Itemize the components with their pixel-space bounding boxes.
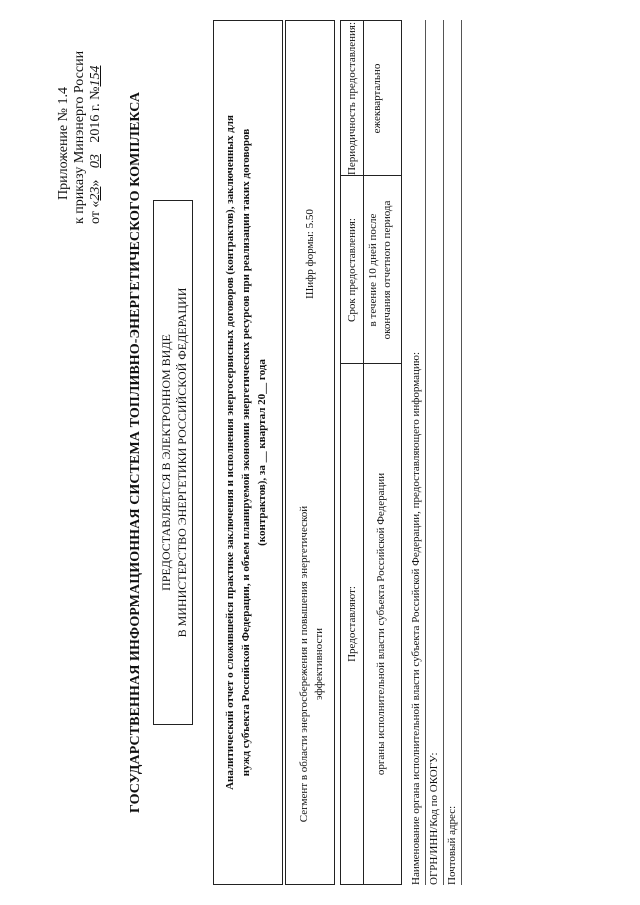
date-year: 2016 (88, 114, 103, 143)
order-reference: к приказу Минэнерго России (72, 50, 87, 224)
col2-value-line-2: окончания отчетного периода (381, 200, 393, 340)
table-header-divider (363, 21, 364, 884)
date-day: 23 (88, 186, 103, 201)
submission-box (153, 200, 193, 725)
org-name-underline (425, 20, 426, 885)
date-suffix: г. № (88, 86, 103, 112)
col2-value-line-1: в течение 10 дней после (367, 213, 379, 327)
org-name-label: Наименование органа исполнительной власти субъекта Российской Федерации, предоставляющего информацию: (410, 351, 422, 885)
address-label: Почтовый адрес: (446, 805, 458, 885)
ogrn-label: ОГРН/ИНН/Код по ОКОГУ: (428, 752, 440, 885)
order-date-line (88, 66, 104, 224)
form-code: Шифр формы: 5.50 (304, 209, 316, 299)
segment-line-1: Сегмент в области энергосбережения и повышения энергетической (298, 505, 310, 823)
segment-box (285, 20, 335, 885)
date-mid: » (88, 179, 103, 187)
report-line-3: (контрактов), за __ квартал 20__ года (256, 359, 268, 546)
submission-line-1: ПРЕДОСТАВЛЯЕТСЯ В ЭЛЕКТРОННОМ ВИДЕ (159, 334, 173, 591)
order-number: 154 (88, 65, 103, 87)
col1-value: органы исполнительной власти субъекта Российской Федерации (375, 472, 387, 776)
appendix-number: Приложение № 1.4 (56, 87, 71, 200)
col3-header: Периодичность предоставления: (346, 21, 358, 176)
date-prefix: от « (88, 200, 103, 224)
date-month: 03 (88, 154, 103, 169)
ogrn-underline (443, 20, 444, 885)
segment-line-2: эффективности (313, 627, 325, 701)
report-description-box (213, 20, 283, 885)
col3-value: ежеквартально (371, 63, 383, 134)
submission-table (340, 20, 402, 885)
document-title: ГОСУДАРСТВЕННАЯ ИНФОРМАЦИОННАЯ СИСТЕМА ТОПЛИВНО-ЭНЕРГЕТИЧЕСКОГО КОМПЛЕКСА (128, 91, 143, 814)
submission-line-2: В МИНИСТЕРСТВО ЭНЕРГЕТИКИ РОССИЙСКОЙ ФЕДЕРАЦИИ (175, 287, 189, 638)
report-line-1: Аналитический отчет о сложившейся практике заключения и исполнения энергосервисных договоров (контрактов), заключенных для (224, 115, 236, 790)
report-line-2: нужд субъекта Российской Федерации, и объем планируемой экономии энергетических ресурсов при реализации таких договоров (240, 128, 252, 777)
address-underline (461, 20, 462, 885)
col2-header: Срок предоставления: (346, 218, 358, 322)
col1-header: Предоставляют: (346, 586, 358, 662)
